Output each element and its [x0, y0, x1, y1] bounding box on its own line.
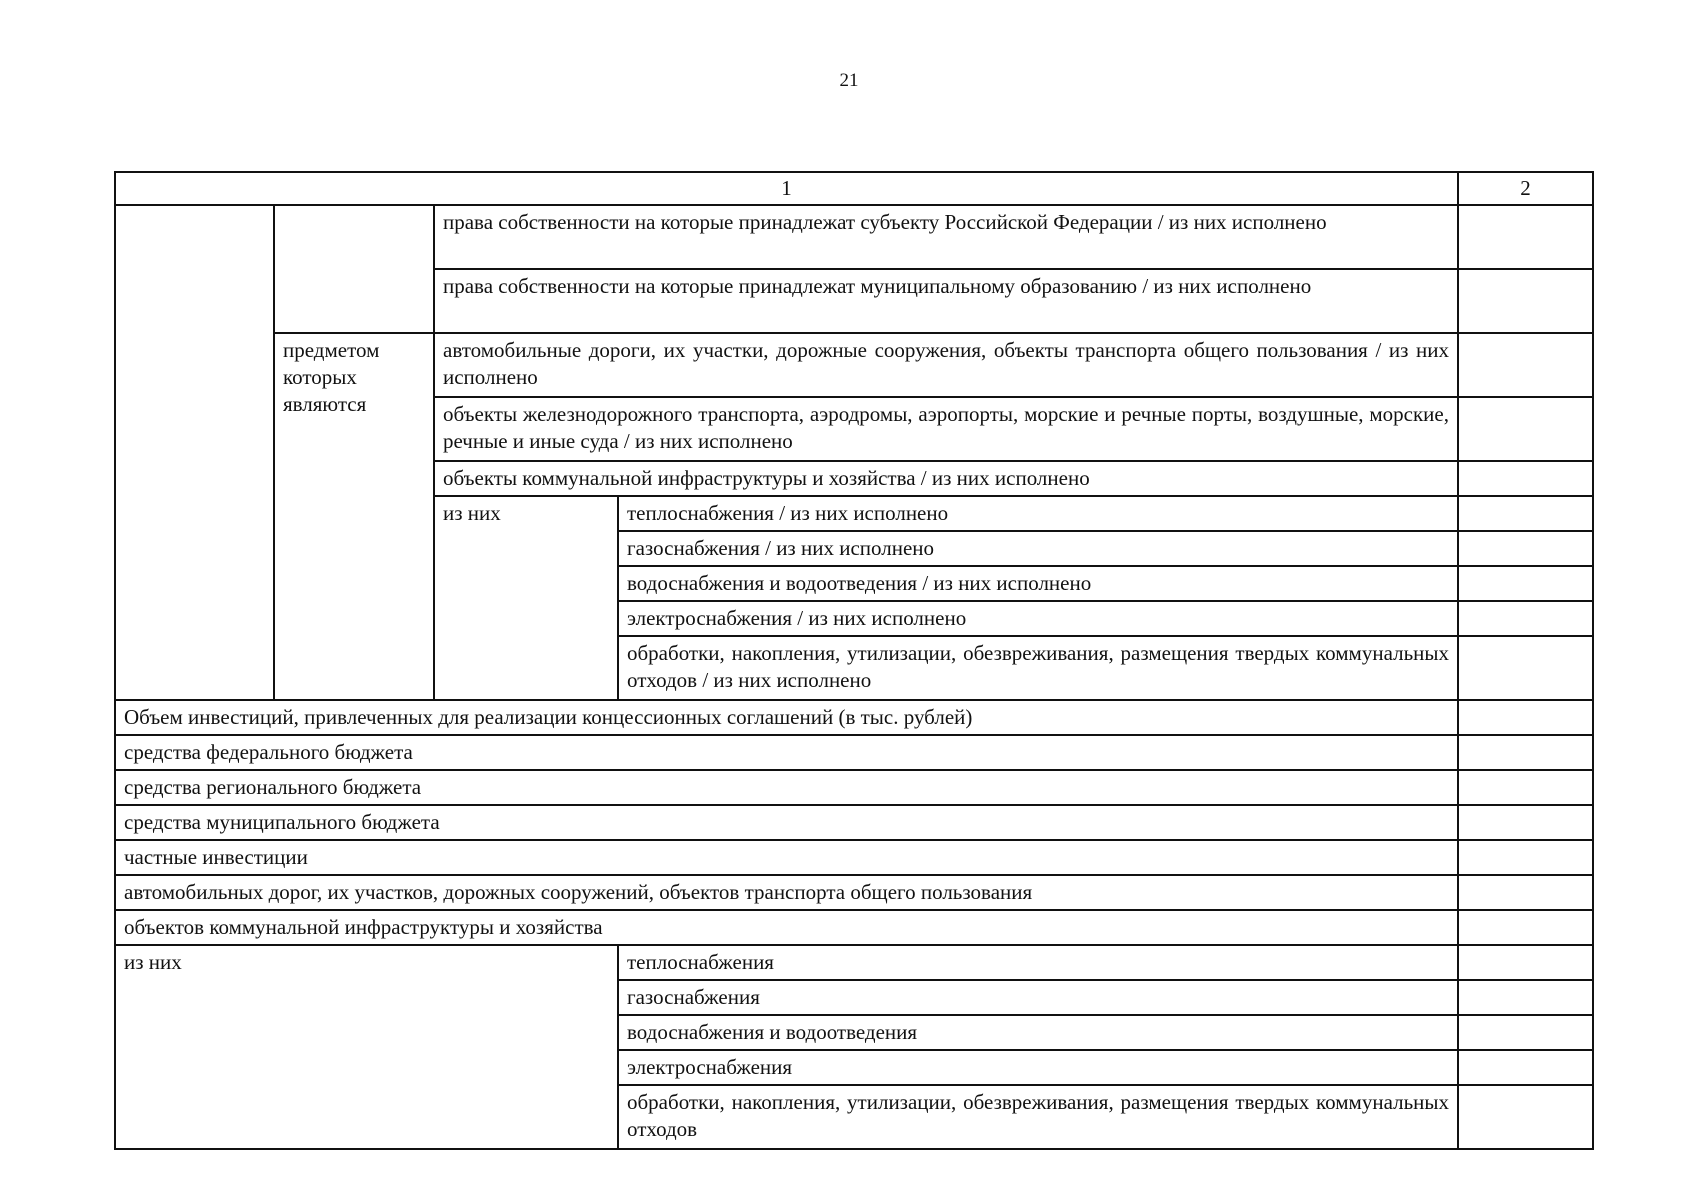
table-row [115, 945, 1593, 980]
row-municipal-property: права собственности на которые принадлежат муниципальному образованию / из них исполнено [434, 269, 1458, 333]
empty-cell [115, 205, 274, 700]
value-cell [1458, 700, 1593, 735]
empty-cell [274, 205, 434, 333]
row-water: водоснабжения и водоотведения / из них исполнено [618, 566, 1458, 601]
value-cell [1458, 205, 1593, 269]
row-rf-property: права собственности на которые принадлежат субъекту Российской Федерации / из них исполнено [434, 205, 1458, 269]
value-cell [1458, 1015, 1593, 1050]
value-cell [1458, 1085, 1593, 1149]
row-communal-inv: объектов коммунальной инфраструктуры и хозяйства [115, 910, 1458, 945]
row-private: частные инвестиции [115, 840, 1458, 875]
header-col-1: 1 [115, 172, 1458, 205]
table-row [115, 805, 1593, 840]
row-gas-inv: газоснабжения [618, 980, 1458, 1015]
table-row [115, 770, 1593, 805]
table-row [115, 875, 1593, 910]
row-communal: объекты коммунальной инфраструктуры и хозяйства / из них исполнено [434, 461, 1458, 496]
value-cell [1458, 333, 1593, 397]
value-cell [1458, 269, 1593, 333]
of-them-label-2: из них [115, 945, 618, 1149]
value-cell [1458, 461, 1593, 496]
value-cell [1458, 945, 1593, 980]
row-gas: газоснабжения / из них исполнено [618, 531, 1458, 566]
table-row [115, 840, 1593, 875]
row-waste: обработки, накопления, утилизации, обезвреживания, размещения твердых коммунальных отходов / из них исполнено [618, 636, 1458, 700]
page-number: 21 [839, 70, 859, 91]
row-invest-total: Объем инвестиций, привлеченных для реализации концессионных соглашений (в тыс. рублей) [115, 700, 1458, 735]
header-col-2: 2 [1458, 172, 1593, 205]
row-waste-inv: обработки, накопления, утилизации, обезвреживания, размещения твердых коммунальных отходов [618, 1085, 1458, 1149]
value-cell [1458, 566, 1593, 601]
table-row [115, 910, 1593, 945]
value-cell [1458, 397, 1593, 461]
row-roads: автомобильные дороги, их участки, дорожные сооружения, объекты транспорта общего пользования / из них исполнено [434, 333, 1458, 397]
table-row [115, 205, 1593, 269]
table-row [115, 735, 1593, 770]
value-cell [1458, 770, 1593, 805]
value-cell [1458, 735, 1593, 770]
row-roads-inv: автомобильных дорог, их участков, дорожных сооружений, объектов транспорта общего пользования [115, 875, 1458, 910]
row-electric-inv: электроснабжения [618, 1050, 1458, 1085]
value-cell [1458, 531, 1593, 566]
row-federal: средства федерального бюджета [115, 735, 1458, 770]
value-cell [1458, 805, 1593, 840]
value-cell [1458, 1050, 1593, 1085]
table-row [115, 700, 1593, 735]
value-cell [1458, 840, 1593, 875]
header-row [115, 172, 1593, 205]
row-rail-air-sea: объекты железнодорожного транспорта, аэродромы, аэропорты, морские и речные порты, воздушные, морские, речные и иные суда / из них исполнено [434, 397, 1458, 461]
value-cell [1458, 910, 1593, 945]
row-municipal-budget: средства муниципального бюджета [115, 805, 1458, 840]
table-row [115, 333, 1593, 397]
of-them-label: из них [434, 496, 618, 700]
report-table [114, 171, 1594, 1150]
row-water-inv: водоснабжения и водоотведения [618, 1015, 1458, 1050]
value-cell [1458, 601, 1593, 636]
row-regional: средства регионального бюджета [115, 770, 1458, 805]
value-cell [1458, 636, 1593, 700]
value-cell [1458, 496, 1593, 531]
row-electric: электроснабжения / из них исполнено [618, 601, 1458, 636]
value-cell [1458, 875, 1593, 910]
value-cell [1458, 980, 1593, 1015]
subject-label: предметом которых являются [274, 333, 434, 700]
row-heat: теплоснабжения / из них исполнено [618, 496, 1458, 531]
row-heat-inv: теплоснабжения [618, 945, 1458, 980]
